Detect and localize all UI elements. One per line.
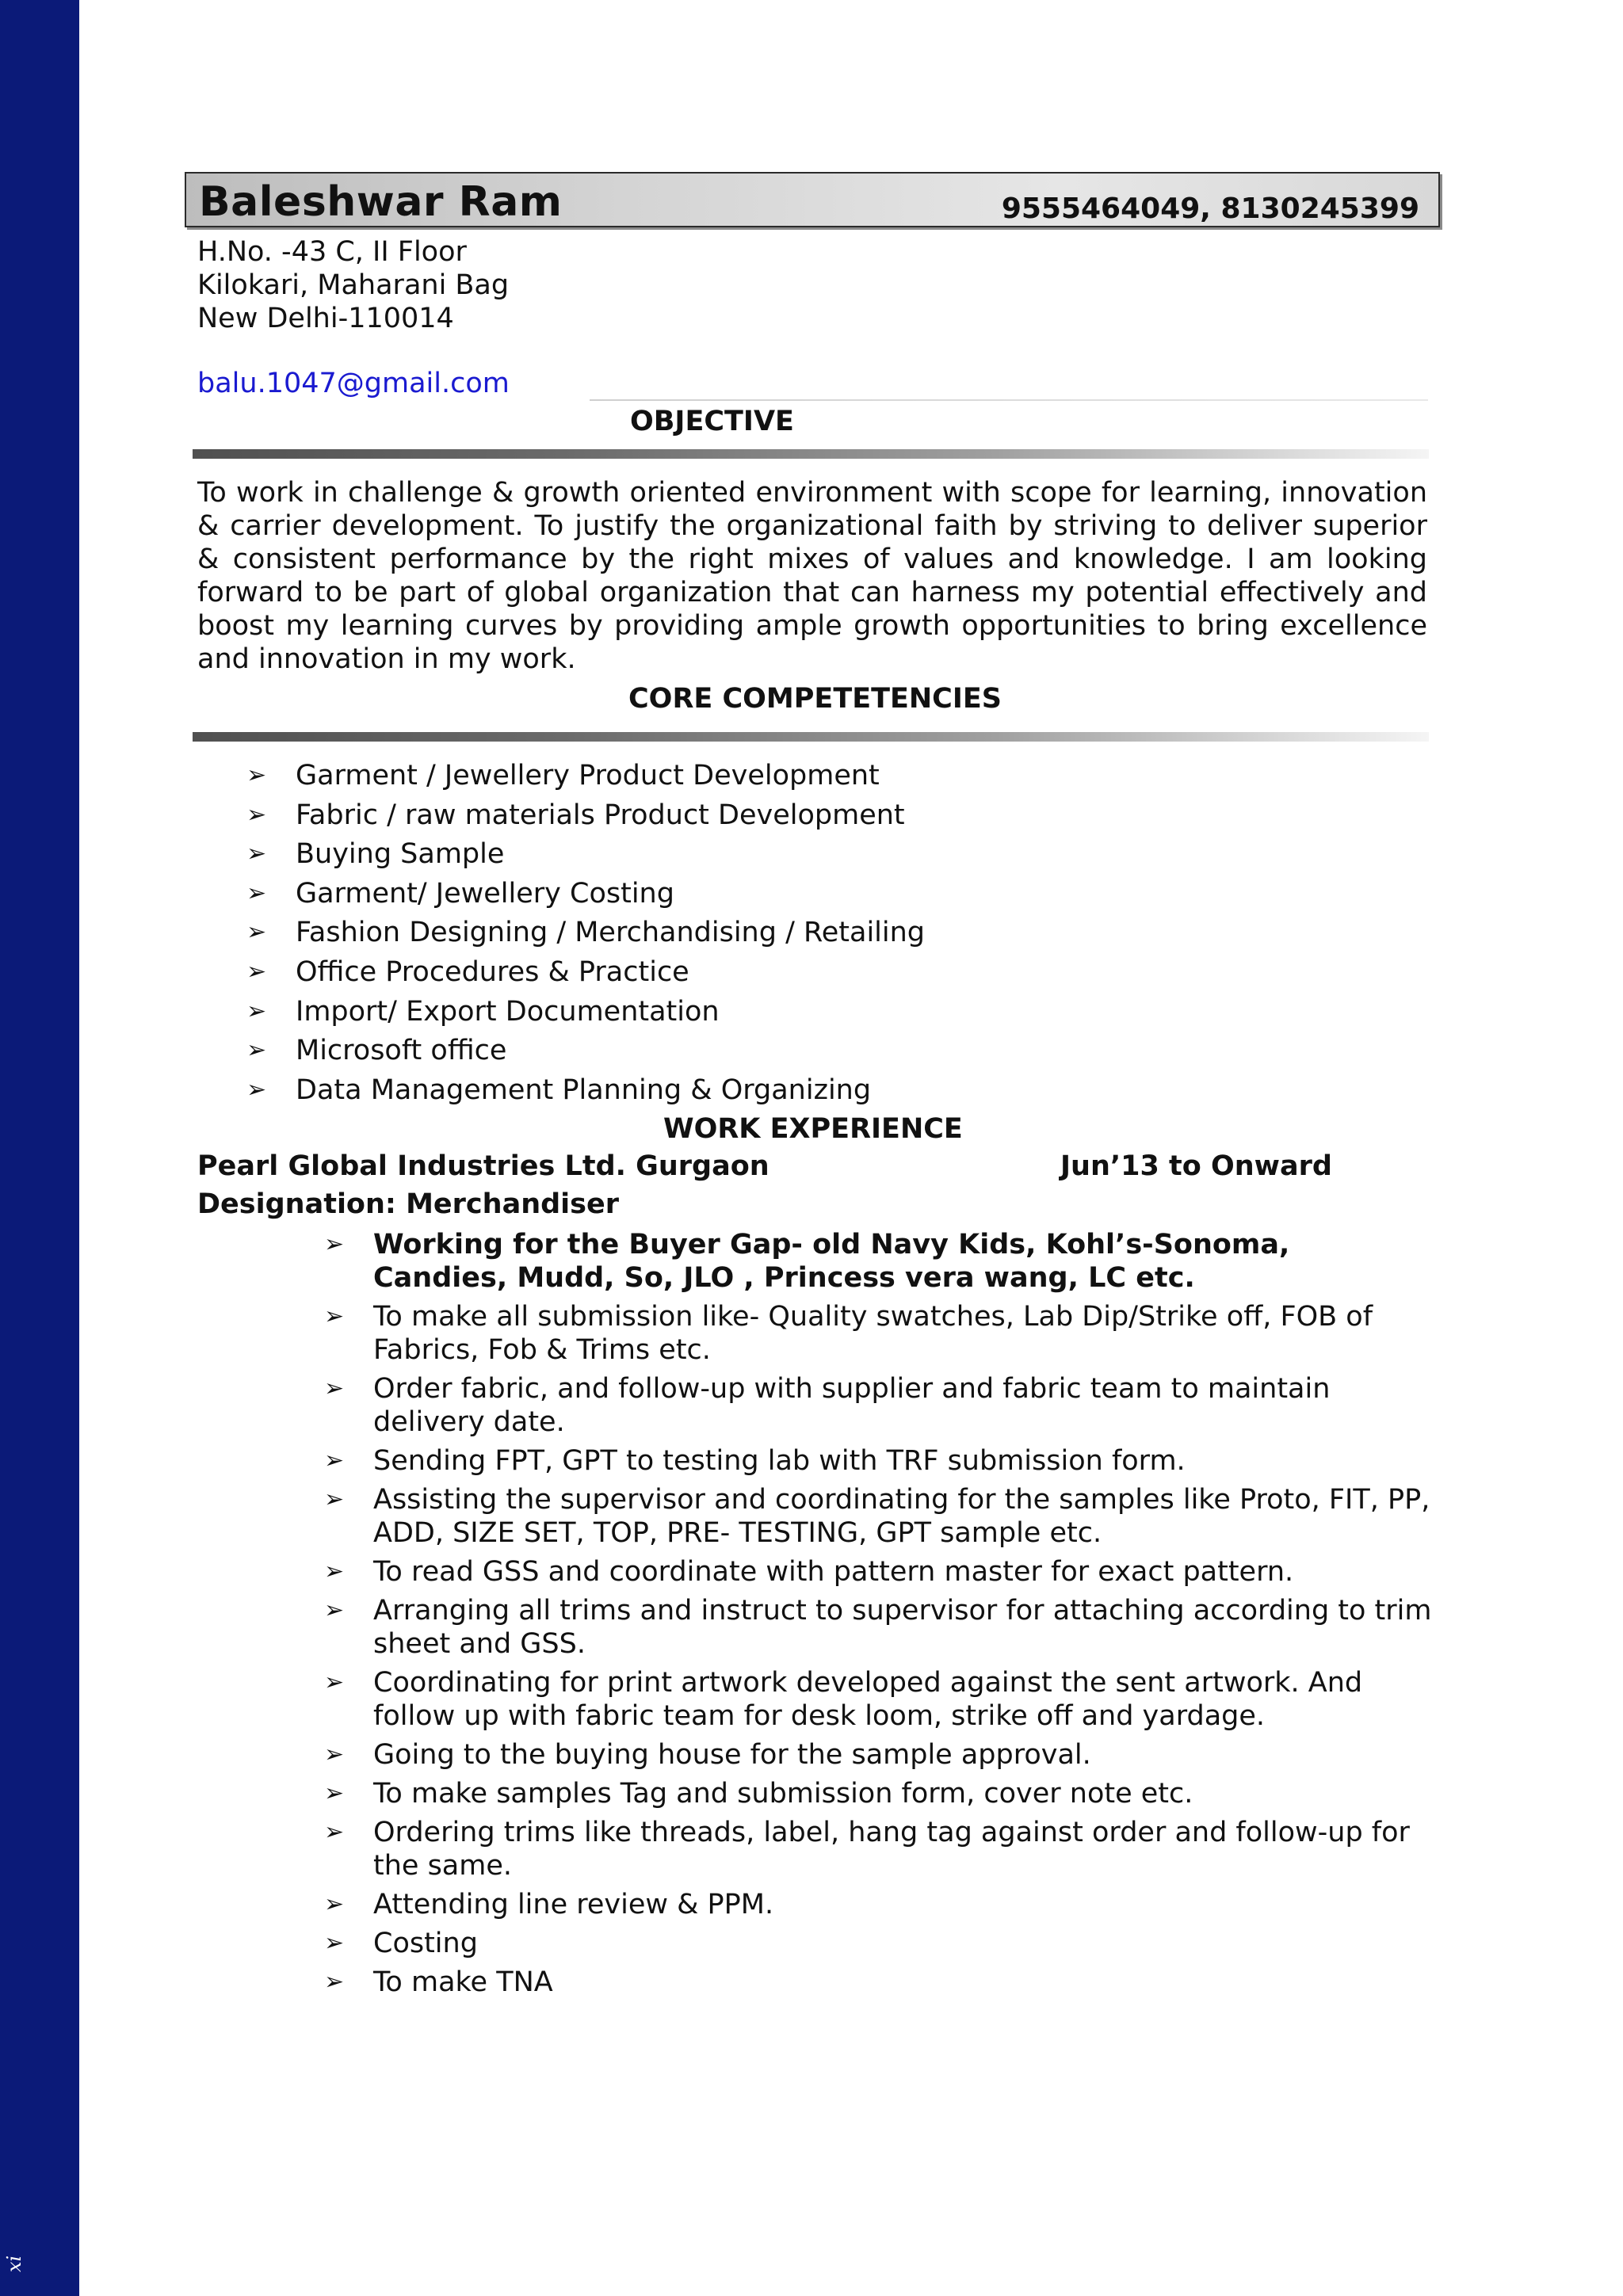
designation: Designation: Merchandiser [197,1188,619,1220]
arrow-bullet-icon: ➢ [324,1779,345,1807]
list-item [324,1483,1432,1550]
sidebar-edge-text: xi [3,2255,25,2272]
employment-dates: Jun’13 to Onward [1060,1150,1332,1182]
name-header-box [185,172,1440,227]
arrow-bullet-icon: ➢ [246,879,267,907]
arrow-bullet-icon: ➢ [324,1968,345,1996]
arrow-bullet-icon: ➢ [324,1890,345,1918]
list-item-text: Ordering trims like threads, label, hang tag against order and follow-up for the same. [373,1817,1410,1882]
arrow-bullet-icon: ➢ [246,957,267,986]
work-duties-list [324,1228,1432,2004]
list-item-text: To make all submission like- Quality swatches, Lab Dip/Strike off, FOB of Fabrics, Fob & Trims etc. [373,1301,1373,1366]
arrow-bullet-icon: ➢ [246,761,267,789]
list-item-text: Fabric / raw materials Product Development [296,799,905,831]
list-item [246,916,1356,955]
competencies-list [246,759,1356,1112]
arrow-bullet-icon: ➢ [324,1447,345,1474]
competencies-rule [193,732,1429,742]
list-item [324,1372,1432,1439]
list-item-text: Data Management Planning & Organizing [296,1074,872,1106]
address-line-1: H.No. -43 C, II Floor [197,236,467,268]
address-line-2: Kilokari, Maharani Bag [197,269,510,301]
list-item [324,1738,1432,1772]
list-item-text: Assisting the supervisor and coordinating for the samples like Proto, FIT, PP, ADD, SIZE SET, TOP, PRE- TESTING, GPT sample etc. [373,1484,1430,1549]
competencies-heading: CORE COMPETETENCIES [628,683,1002,715]
objective-heading: OBJECTIVE [630,406,794,437]
email-link[interactable]: balu.1047@gmail.com [197,368,510,399]
list-item-text: Order fabric, and follow-up with supplier and fabric team to maintain delivery date. [373,1373,1331,1438]
arrow-bullet-icon: ➢ [324,1669,345,1696]
arrow-bullet-icon: ➢ [246,840,267,868]
candidate-name: Baleshwar Ram [199,178,563,226]
list-item [246,1074,1356,1113]
list-item [246,995,1356,1035]
arrow-bullet-icon: ➢ [324,1741,345,1768]
arrow-bullet-icon: ➢ [324,1486,345,1513]
list-item-text: To make TNA [373,1966,553,1998]
list-item-text: Attending line review & PPM. [373,1889,774,1920]
list-item [246,837,1356,877]
list-item-text: Fashion Designing / Merchandising / Retailing [296,917,926,949]
arrow-bullet-icon: ➢ [246,1036,267,1065]
list-item [324,1228,1432,1295]
list-item-text: To read GSS and coordinate with pattern master for exact pattern. [373,1556,1294,1588]
list-item [324,1777,1432,1810]
list-item [246,1034,1356,1074]
arrow-bullet-icon: ➢ [246,918,267,947]
arrow-bullet-icon: ➢ [324,1302,345,1330]
list-item-text: Office Procedures & Practice [296,955,689,988]
list-item [324,1966,1432,1999]
company-name: Pearl Global Industries Ltd. Gurgaon [197,1150,769,1182]
address-line-3: New Delhi-110014 [197,303,454,334]
list-item [324,1300,1432,1367]
list-item [324,1927,1432,1960]
list-item-text: Import/ Export Documentation [296,995,720,1028]
list-item [246,877,1356,917]
list-item-text: To make samples Tag and submission form, cover note etc. [373,1778,1193,1810]
list-item [324,1594,1432,1661]
list-item-text: Garment / Jewellery Product Development [296,760,880,791]
objective-text: To work in challenge & growth oriented environment with scope for learning, innovation & carrier development. To justify the organizational faith by striving to deliver superior & consistent performance by the right mixes of values and knowledge. I am looking forward to be part of global organization that can harness my potential effectively and boost my learning curves by providing ample growth opportunities to bring excellence and innovation in my work. [197,477,1427,675]
list-item [246,759,1356,799]
list-item-text: Going to the buying house for the sample approval. [373,1739,1091,1771]
list-item [324,1444,1432,1478]
phone-numbers: 9555464049, 8130245399 [1001,193,1419,225]
list-item-text: Working for the Buyer Gap- old Navy Kids, Kohl’s-Sonoma, Candies, Mudd, So, JLO , Princess vera wang, LC etc. [373,1229,1290,1294]
list-item-text: Buying Sample [296,838,505,871]
list-item [324,1816,1432,1882]
objective-rule [193,449,1429,459]
header-divider [590,399,1428,401]
arrow-bullet-icon: ➢ [324,1375,345,1402]
list-item [324,1666,1432,1733]
list-item [246,799,1356,838]
arrow-bullet-icon: ➢ [324,1558,345,1585]
arrow-bullet-icon: ➢ [246,997,267,1025]
arrow-bullet-icon: ➢ [246,800,267,829]
sidebar-band [0,0,79,2296]
arrow-bullet-icon: ➢ [324,1818,345,1846]
list-item-text: Coordinating for print artwork developed against the sent artwork. And follow up with fabric team for desk loom, strike off and yardage. [373,1667,1363,1732]
arrow-bullet-icon: ➢ [324,1230,345,1258]
arrow-bullet-icon: ➢ [324,1596,345,1624]
list-item [246,955,1356,995]
list-item-text: Garment/ Jewellery Costing [296,877,674,910]
list-item [324,1555,1432,1589]
list-item-text: Costing [373,1928,478,1959]
list-item-text: Microsoft office [296,1035,507,1067]
work-heading: WORK EXPERIENCE [663,1113,963,1145]
list-item-text: Sending FPT, GPT to testing lab with TRF submission form. [373,1445,1186,1477]
arrow-bullet-icon: ➢ [324,1929,345,1957]
arrow-bullet-icon: ➢ [246,1075,267,1104]
list-item-text: Arranging all trims and instruct to supervisor for attaching according to trim sheet and GSS. [373,1595,1432,1660]
list-item [324,1888,1432,1921]
